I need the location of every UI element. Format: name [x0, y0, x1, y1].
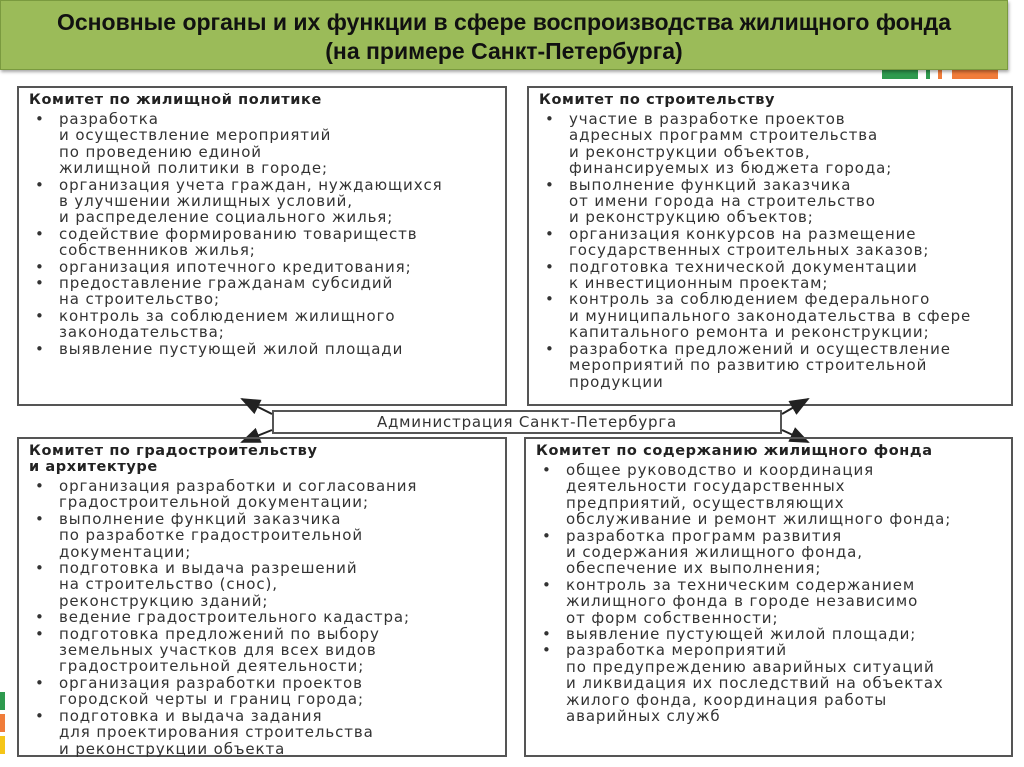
list-item: • контроль за техническим содержанием жилищного фонда в городе независимо от форм собственности; — [536, 577, 1003, 626]
slide-title — [0, 0, 1008, 70]
list-item: • организация конкурсов на размещение государственных строительных заказов; — [539, 226, 1003, 259]
list-item: • подготовка и выдача задания для проектирования строительства и реконструкции объекта — [29, 708, 497, 757]
list-item: • контроль за соблюдением федерального и муниципального законодательства в сфере капитального ремонта и реконструкции; — [539, 291, 1003, 340]
list-item: • ведение градостроительного кадастра; — [29, 609, 497, 625]
list-item: • разработка мероприятий по предупреждению аварийных ситуаций и ликвидация их последствий на объектах жилого фонда, координация работы аварийных служб — [536, 642, 1003, 724]
list-item: • выполнение функций заказчика по разработке градостроительной документации; — [29, 511, 497, 560]
arrow-top-right — [782, 399, 808, 414]
list-item: • подготовка и выдача разрешений на строительство (снос), реконструкцию зданий; — [29, 560, 497, 609]
list-item: • общее руководство и координация деятельности государственных предприятий, осуществляющих обслуживание и ремонт жилищного фонда; — [536, 462, 1003, 528]
committee-housing-maintenance — [524, 437, 1013, 757]
list-item: • подготовка технической документации к инвестиционным проектам; — [539, 259, 1003, 292]
list-item: • контроль за соблюдением жилищного законодательства; — [29, 308, 497, 341]
list-item: • подготовка предложений по выбору земельных участков для всех видов градостроительной деятельности; — [29, 626, 497, 675]
list-item: • участие в разработке проектов адресных программ строительства и реконструкции объектов, финансируемых из бюджета города; — [539, 111, 1003, 177]
list-item: • организация ипотечного кредитования; — [29, 259, 497, 275]
committee-heading: Комитет по градостроительству и архитектуре — [29, 443, 318, 475]
committee-heading: Комитет по содержанию жилищного фонда — [536, 443, 933, 459]
list-item: • организация разработки проектов городской черты и границ города; — [29, 675, 497, 708]
list-item: • организация учета граждан, нуждающихся в улучшении жилищных условий, и распределение социального жилья; — [29, 177, 497, 226]
administration-box: Администрация Санкт-Петербурга — [272, 410, 782, 434]
list-item: • предоставление гражданам субсидий на строительство; — [29, 275, 497, 308]
title-line-1: Основные органы и их функции в сфере воспроизводства жилищного фонда — [56, 9, 951, 35]
title-line-2: (на примере Санкт-Петербурга) — [325, 38, 683, 64]
committee-urban-planning — [17, 437, 507, 757]
list-item: • выявление пустующей жилой площади — [29, 341, 497, 357]
arrow-top-left — [242, 399, 272, 414]
committee-heading: Комитет по строительству — [539, 92, 776, 108]
list-item: • выполнение функций заказчика от имени города на строительство и реконструкцию объектов; — [539, 177, 1003, 226]
list-item: • организация разработки и согласования градостроительной документации; — [29, 478, 497, 511]
list-item: • разработка программ развития и содержания жилищного фонда, обеспечение их выполнения; — [536, 528, 1003, 577]
list-item: • выявление пустующей жилой площади; — [536, 626, 1003, 642]
list-item: • разработка и осуществление мероприятий по проведению единой жилищной политики в городе; — [29, 111, 497, 177]
list-item: • содействие формированию товариществ собственников жилья; — [29, 226, 497, 259]
list-item: • разработка предложений и осуществление мероприятий по развитию строительной продукции — [539, 341, 1003, 390]
committee-heading: Комитет по жилищной политике — [29, 92, 322, 108]
